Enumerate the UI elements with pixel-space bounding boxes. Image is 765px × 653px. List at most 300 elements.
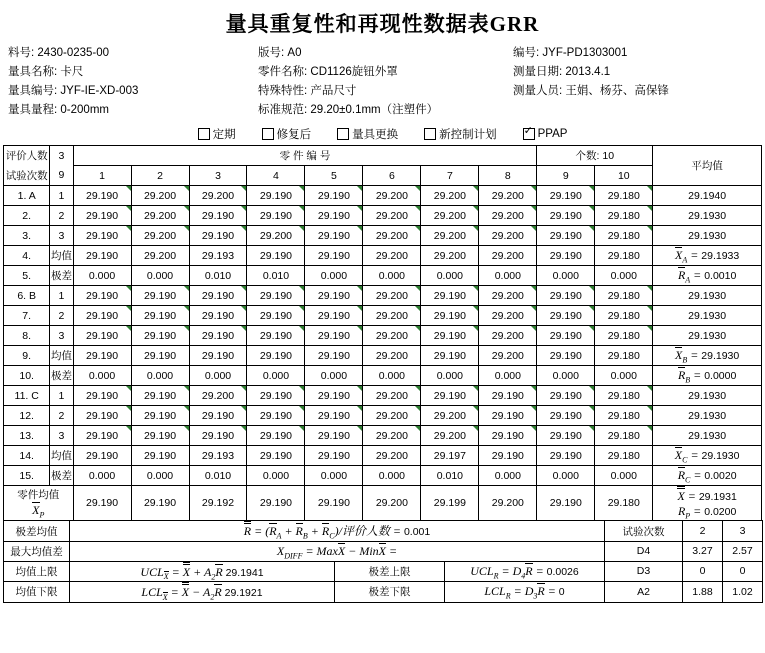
part-col-3: 3 [189, 166, 247, 186]
checkbox-new-control-plan-label: 新控制计划 [439, 129, 497, 141]
cell: 0.000 [189, 366, 247, 386]
cell: 29.190 [247, 306, 305, 326]
gauge-no-value: JYF-IE-XD-003 [60, 85, 139, 97]
cell: 29.190 [305, 386, 363, 406]
cell: 0.010 [247, 266, 305, 286]
gauge-no-label: 量具编号: [8, 85, 58, 97]
cell: 29.190 [305, 186, 363, 206]
a2-value-3: 1.02 [723, 582, 763, 602]
average-column-header: 平均值 [653, 146, 762, 186]
part-mean-label: 零件均值 $X_P$ [4, 486, 74, 521]
cell: 29.190 [305, 326, 363, 346]
row-trial: 2 [50, 406, 73, 426]
cell: 29.190 [189, 426, 247, 446]
cell: 29.190 [73, 186, 131, 206]
checkbox-periodic-label: 定期 [212, 129, 236, 141]
row-average: 29.1940 [653, 186, 762, 206]
part-number-header: 零 件 编 号 [73, 146, 537, 166]
cell: 29.190 [305, 486, 363, 521]
cell: 29.190 [189, 346, 247, 366]
operators-label: 测量人员: [513, 85, 563, 97]
cell: 29.190 [247, 426, 305, 446]
cell: 0.000 [73, 466, 131, 486]
header-row-2 [8, 63, 757, 82]
cell: 29.190 [537, 206, 595, 226]
cell: 29.190 [73, 346, 131, 366]
cell: 0.000 [131, 366, 189, 386]
row-label: 12. [4, 406, 50, 426]
table-row [4, 286, 762, 306]
page-title: 量具重复性和再现性数据表GRR [225, 12, 540, 36]
cell: 29.190 [131, 326, 189, 346]
cell: 29.190 [131, 286, 189, 306]
gauge-name-value: 卡尺 [60, 66, 84, 78]
cell: 29.190 [537, 386, 595, 406]
row-trial: 2 [50, 206, 73, 226]
row-label: 14. [4, 446, 50, 466]
gauge-range-value: 0-200mm [60, 104, 109, 116]
cell: 0.000 [73, 366, 131, 386]
cell: 29.180 [595, 486, 653, 521]
table-header-row-2 [4, 166, 762, 186]
d3-value-3: 0 [723, 561, 763, 581]
checkbox-after-repair[interactable] [262, 126, 312, 142]
cell: 29.180 [595, 386, 653, 406]
cell: 29.190 [305, 406, 363, 426]
table-row [4, 306, 762, 326]
row-label: 10. [4, 366, 50, 386]
cell: 0.000 [479, 466, 537, 486]
row-average: $R_B = 0.0000$ [653, 366, 762, 386]
table-row [4, 386, 762, 406]
header-info [0, 44, 765, 120]
mean-lcl-formula: $LCL_X = X - A_2R$ 29.1921 [70, 582, 335, 602]
cell: 29.190 [479, 386, 537, 406]
trial-count-3: 3 [723, 521, 763, 541]
cell: 29.192 [189, 486, 247, 521]
cell: 29.190 [537, 446, 595, 466]
row-trial: 3 [50, 426, 73, 446]
cell: 29.200 [421, 186, 479, 206]
cell: 29.190 [247, 386, 305, 406]
checkbox-gauge-change[interactable] [337, 126, 398, 142]
part-mean-row [4, 486, 762, 521]
cell: 29.180 [595, 206, 653, 226]
table-row [4, 246, 762, 266]
cell: 29.200 [479, 486, 537, 521]
range-ucl-formula: $UCL_R = D_4R = 0.0026$ [445, 561, 605, 581]
cell: 29.200 [479, 206, 537, 226]
cell: 0.010 [189, 466, 247, 486]
cell: 29.190 [479, 406, 537, 426]
cell: 29.190 [305, 426, 363, 446]
part-col-6: 6 [363, 166, 421, 186]
cell: 29.180 [595, 226, 653, 246]
checkbox-periodic[interactable] [198, 126, 236, 142]
row-label: 3. [4, 226, 50, 246]
eval-count-value: 3 [50, 146, 73, 166]
cell: 29.190 [131, 306, 189, 326]
part-qty-label: 个数: [575, 150, 600, 162]
range-lcl-label: 极差下限 [335, 582, 445, 602]
special-char-value: 产品尺寸 [310, 85, 357, 97]
row-trial: 3 [50, 226, 73, 246]
row-trial: 均值 [50, 246, 73, 266]
checkbox-after-repair-label: 修复后 [276, 129, 312, 141]
cell: 29.200 [363, 206, 421, 226]
footer-row-mean-range [4, 521, 763, 541]
row-trial: 2 [50, 306, 73, 326]
row-trial: 3 [50, 326, 73, 346]
row-trial: 1 [50, 386, 73, 406]
cell: 29.190 [537, 226, 595, 246]
row-label: 5. [4, 266, 50, 286]
cell: 29.190 [189, 226, 247, 246]
d4-value-2: 3.27 [683, 541, 723, 561]
row-label: 11. C [4, 386, 50, 406]
cell: 0.000 [595, 266, 653, 286]
cell: 29.200 [363, 446, 421, 466]
cell: 29.190 [247, 406, 305, 426]
cell: 29.190 [247, 346, 305, 366]
cell: 29.190 [537, 406, 595, 426]
cell: 29.200 [363, 286, 421, 306]
cell: 29.190 [73, 326, 131, 346]
row-average: $X_B = 29.1930$ [653, 346, 762, 366]
row-label: 15. [4, 466, 50, 486]
cell: 29.200 [363, 226, 421, 246]
checkbox-gauge-change-label: 量具更换 [352, 129, 399, 141]
d3-value-2: 0 [683, 561, 723, 581]
checkbox-gauge-change-box[interactable] [337, 128, 349, 140]
row-average: $R_A = 0.0010$ [653, 266, 762, 286]
grr-table [3, 145, 762, 521]
cell: 29.200 [131, 226, 189, 246]
row-label: 7. [4, 306, 50, 326]
cell: 0.000 [131, 266, 189, 286]
cell: 29.200 [363, 246, 421, 266]
cell: 0.000 [537, 366, 595, 386]
checkbox-ppap[interactable] [523, 128, 568, 140]
table-row [4, 446, 762, 466]
table-header-row-1 [4, 146, 762, 166]
cell: 29.190 [73, 486, 131, 521]
cell: 29.200 [189, 386, 247, 406]
cell: 29.190 [247, 486, 305, 521]
part-name-label: 零件名称: [258, 66, 308, 78]
cell: 29.190 [479, 426, 537, 446]
checkbox-after-repair-box[interactable] [262, 128, 274, 140]
cell: 0.000 [73, 266, 131, 286]
cell: 29.190 [305, 206, 363, 226]
cell: 0.000 [537, 266, 595, 286]
cell: 0.000 [537, 466, 595, 486]
checkbox-ppap-label: PPAP [537, 128, 568, 140]
part-col-8: 8 [479, 166, 537, 186]
purpose-checkbox-row [0, 126, 765, 142]
row-label: 6. B [4, 286, 50, 306]
cell: 29.200 [421, 226, 479, 246]
cell: 29.190 [73, 446, 131, 466]
cell: 29.190 [305, 446, 363, 466]
cell: 29.193 [189, 246, 247, 266]
cell: 29.190 [421, 286, 479, 306]
cell: 29.190 [537, 486, 595, 521]
cell: 29.190 [537, 326, 595, 346]
row-label: 2. [4, 206, 50, 226]
cell: 29.180 [595, 246, 653, 266]
part-no-label: 料号: [8, 47, 35, 59]
cell: 29.190 [73, 206, 131, 226]
version-value: A0 [287, 47, 302, 59]
row-average: 29.1930 [653, 206, 762, 226]
cell: 29.180 [595, 446, 653, 466]
cell: 0.000 [247, 466, 305, 486]
cell: 29.190 [73, 306, 131, 326]
cell: 29.193 [189, 446, 247, 466]
cell: 29.200 [131, 246, 189, 266]
row-average: 29.1930 [653, 286, 762, 306]
part-name-value: CD1126旋钮外罩 [310, 66, 398, 78]
trial-count-label: 试验次数 [4, 166, 50, 186]
grr-footer-table [3, 520, 763, 602]
footer-row-lcl [4, 582, 763, 602]
cell: 29.190 [305, 246, 363, 266]
row-trial: 极差 [50, 366, 73, 386]
cell: 29.190 [247, 326, 305, 346]
table-row [4, 426, 762, 446]
cell: 29.200 [421, 426, 479, 446]
cell: 29.190 [189, 206, 247, 226]
header-row-3 [8, 82, 757, 101]
cell: 0.000 [421, 266, 479, 286]
checkbox-new-control-plan-box[interactable] [424, 128, 436, 140]
cell: 29.180 [595, 326, 653, 346]
cell: 29.190 [537, 246, 595, 266]
cell: 0.000 [595, 366, 653, 386]
gauge-range-label: 量具量程: [8, 104, 58, 116]
table-row [4, 226, 762, 246]
part-qty [537, 146, 653, 166]
row-average: 29.1930 [653, 306, 762, 326]
checkbox-new-control-plan[interactable] [424, 126, 497, 142]
part-qty-value: 10 [602, 150, 615, 162]
row-label: 1. A [4, 186, 50, 206]
cell: 29.190 [305, 306, 363, 326]
operators-value: 王娟、杨芬、高保锋 [565, 85, 669, 97]
cell: 29.200 [363, 306, 421, 326]
spec-label: 标准规范: [258, 104, 308, 116]
special-char-label: 特殊特性: [258, 85, 308, 97]
row-average: 29.1930 [653, 426, 762, 446]
row-average: $R_C = 0.0020$ [653, 466, 762, 486]
trial-count-2: 2 [683, 521, 723, 541]
checkbox-ppap-box[interactable] [523, 128, 535, 140]
header-row-1 [8, 44, 757, 63]
row-trial: 均值 [50, 346, 73, 366]
part-col-5: 5 [305, 166, 363, 186]
table-row [4, 206, 762, 226]
cell: 0.000 [479, 366, 537, 386]
cell: 0.010 [421, 466, 479, 486]
part-col-9: 9 [537, 166, 595, 186]
mean-range-formula: $R = (R_A + R_B + R_C)/$评价人数 = 0.001 [70, 521, 605, 541]
cell: 29.190 [247, 186, 305, 206]
cell: 29.190 [247, 246, 305, 266]
row-label: 13. [4, 426, 50, 446]
cell: 29.180 [595, 286, 653, 306]
cell: 29.200 [363, 326, 421, 346]
cell: 29.190 [189, 326, 247, 346]
cell: 29.190 [131, 406, 189, 426]
cell: 29.200 [421, 246, 479, 266]
cell: 29.190 [421, 306, 479, 326]
mean-ucl-label: 均值上限 [4, 561, 70, 581]
cell: 29.180 [595, 306, 653, 326]
row-label: 4. [4, 246, 50, 266]
max-diff-formula: $X_{DIFF}$ = MaxX − MinX = [70, 541, 605, 561]
cell: 29.200 [131, 186, 189, 206]
gauge-name-label: 量具名称: [8, 66, 58, 78]
grand-mean-cell: X = 29.1931 $R_P = 0.0200$ [653, 486, 762, 521]
cell: 29.190 [189, 306, 247, 326]
cell: 0.010 [189, 266, 247, 286]
cell: 29.190 [247, 446, 305, 466]
doc-no-label: 编号: [513, 47, 540, 59]
cell: 29.190 [189, 406, 247, 426]
cell: 29.190 [305, 346, 363, 366]
checkbox-periodic-box[interactable] [198, 128, 210, 140]
table-row [4, 326, 762, 346]
cell: 29.180 [595, 186, 653, 206]
cell: 29.200 [479, 186, 537, 206]
part-col-4: 4 [247, 166, 305, 186]
cell: 0.000 [305, 266, 363, 286]
cell: 29.190 [131, 486, 189, 521]
cell: 29.190 [305, 226, 363, 246]
trial-count-footer-label: 试验次数 [605, 521, 683, 541]
row-trial: 1 [50, 186, 73, 206]
table-row [4, 346, 762, 366]
cell: 29.180 [595, 426, 653, 446]
cell: 0.000 [479, 266, 537, 286]
cell: 29.200 [421, 406, 479, 426]
cell: 29.200 [421, 206, 479, 226]
row-trial: 1 [50, 286, 73, 306]
row-average: 29.1930 [653, 406, 762, 426]
cell: 29.190 [73, 286, 131, 306]
max-diff-label: 最大均值差 [4, 541, 70, 561]
spec-value: 29.20±0.1mm（注塑件） [310, 104, 439, 116]
cell: 29.200 [363, 386, 421, 406]
part-col-2: 2 [131, 166, 189, 186]
cell: 29.190 [189, 286, 247, 306]
cell: 29.190 [247, 286, 305, 306]
cell: 29.200 [479, 326, 537, 346]
cell: 29.200 [479, 346, 537, 366]
cell: 29.200 [479, 306, 537, 326]
cell: 29.190 [421, 326, 479, 346]
cell: 29.190 [131, 346, 189, 366]
table-row [4, 406, 762, 426]
table-row [4, 186, 762, 206]
version-label: 版号: [258, 47, 285, 59]
cell: 0.000 [131, 466, 189, 486]
cell: 29.200 [189, 186, 247, 206]
cell: 29.197 [421, 446, 479, 466]
cell: 29.200 [363, 486, 421, 521]
a2-label: A2 [605, 582, 683, 602]
cell: 29.190 [247, 206, 305, 226]
cell: 29.190 [73, 226, 131, 246]
cell: 29.200 [363, 426, 421, 446]
cell: 29.200 [479, 246, 537, 266]
part-no-value: 2430-0235-00 [37, 47, 110, 59]
row-average: $X_A = 29.1933$ [653, 246, 762, 266]
d4-value-3: 2.57 [723, 541, 763, 561]
row-label: 8. [4, 326, 50, 346]
mean-range-label: 极差均值 [4, 521, 70, 541]
cell: 29.190 [537, 426, 595, 446]
cell: 29.200 [247, 226, 305, 246]
trial-count-value: 9 [50, 166, 73, 186]
d3-label: D3 [605, 561, 683, 581]
cell: 0.000 [305, 466, 363, 486]
range-ucl-label: 极差上限 [335, 561, 445, 581]
footer-row-max-diff [4, 541, 763, 561]
row-label: 9. [4, 346, 50, 366]
cell: 29.190 [537, 286, 595, 306]
range-lcl-formula: $LCL_R = D_3R = 0$ [445, 582, 605, 602]
table-row [4, 466, 762, 486]
part-col-7: 7 [421, 166, 479, 186]
cell: 29.190 [73, 386, 131, 406]
cell: 29.200 [131, 206, 189, 226]
row-average: 29.1930 [653, 326, 762, 346]
measure-date-value: 2013.4.1 [565, 66, 611, 78]
cell: 0.000 [421, 366, 479, 386]
cell: 0.000 [363, 366, 421, 386]
cell: 29.190 [305, 286, 363, 306]
measure-date-label: 测量日期: [513, 66, 563, 78]
cell: 29.190 [73, 426, 131, 446]
row-trial: 极差 [50, 466, 73, 486]
cell: 29.190 [421, 346, 479, 366]
table-row [4, 266, 762, 286]
cell: 29.200 [363, 406, 421, 426]
cell: 0.000 [247, 366, 305, 386]
cell: 0.000 [363, 266, 421, 286]
cell: 0.000 [363, 466, 421, 486]
cell: 0.000 [595, 466, 653, 486]
cell: 29.190 [537, 346, 595, 366]
cell: 29.200 [363, 346, 421, 366]
cell: 29.200 [479, 286, 537, 306]
cell: 0.000 [305, 366, 363, 386]
mean-lcl-label: 均值下限 [4, 582, 70, 602]
part-col-10: 10 [595, 166, 653, 186]
d4-label: D4 [605, 541, 683, 561]
header-row-4 [8, 101, 757, 120]
row-average: 29.1930 [653, 386, 762, 406]
cell: 29.190 [131, 446, 189, 466]
doc-no-value: JYF-PD1303001 [542, 47, 628, 59]
cell: 29.200 [479, 226, 537, 246]
row-average: 29.1930 [653, 226, 762, 246]
cell: 29.190 [537, 186, 595, 206]
part-col-1: 1 [73, 166, 131, 186]
cell: 29.199 [421, 486, 479, 521]
